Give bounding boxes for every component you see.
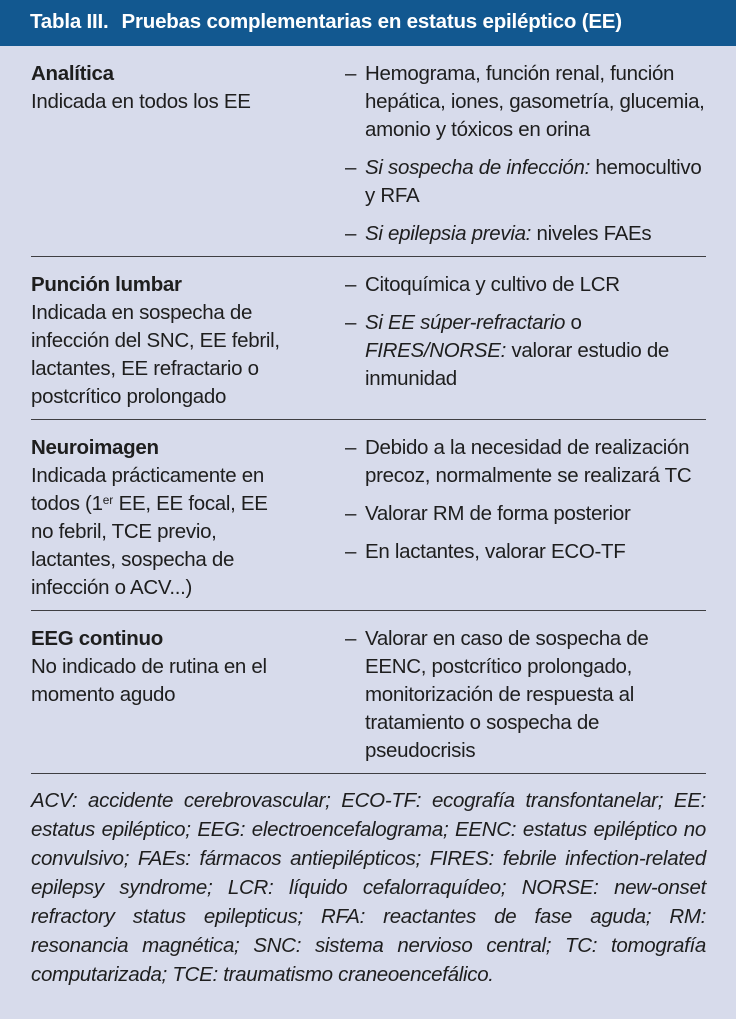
test-name: EEG continuo [31, 627, 163, 650]
list-item-text [365, 500, 706, 528]
test-indication [31, 299, 289, 411]
table-title: Pruebas complementarias en estatus epiléptico (EE) [121, 10, 622, 33]
plain-text: valorar estudio de inmunidad [365, 339, 670, 390]
plain-text: Citoquímica y cultivo de LCR [365, 273, 620, 296]
test-name: Analítica [31, 62, 114, 85]
table-row [31, 420, 706, 611]
test-indication [31, 462, 289, 602]
table-row [31, 46, 706, 257]
dash-bullet: – [345, 436, 357, 459]
plain-text: niveles FAEs [531, 222, 652, 245]
dash-bullet: – [345, 62, 357, 85]
italic-text: Si EE súper-refractario [365, 311, 566, 334]
plain-text: En lactantes, valorar ECO-TF [365, 540, 626, 563]
list-item-text [365, 154, 706, 210]
test-cell [31, 60, 345, 248]
list-item-text [365, 434, 706, 490]
plain-text: Hemograma, función renal, función hepática, iones, gasometría, glucemia, amonio y tóxicos en orina [365, 62, 705, 141]
list-item [345, 309, 706, 393]
list-item [345, 271, 706, 299]
test-cell [31, 625, 345, 765]
dash-bullet: – [345, 156, 357, 179]
plain-text: Indicada en sospecha de infección del SNC, EE febril, lactantes, EE refractario o postcrítico prolongado [31, 301, 280, 408]
dash-bullet: – [345, 502, 357, 525]
table-body [0, 46, 736, 774]
dash-bullet: – [345, 540, 357, 563]
details-cell [345, 60, 706, 248]
list-item [345, 625, 706, 765]
plain-text: EE, EE focal, EE no febril, TCE previo, lactantes, sospecha de infección o ACV...) [31, 492, 268, 599]
plain-text: hemocultivo y RFA [365, 156, 702, 207]
list-item-text [365, 220, 706, 248]
plain-text: o [565, 311, 582, 334]
test-cell [31, 434, 345, 602]
dash-bullet: – [345, 627, 357, 650]
list-item-text [365, 625, 706, 765]
test-name: Neuroimagen [31, 436, 159, 459]
details-cell [345, 434, 706, 602]
table-row [31, 257, 706, 420]
plain-text: Valorar RM de forma posterior [365, 502, 631, 525]
test-indication [31, 88, 289, 116]
list-item-text [365, 538, 706, 566]
list-item [345, 154, 706, 210]
dash-bullet: – [345, 311, 357, 334]
list-item [345, 434, 706, 490]
abbreviations-footnote: ACV: accidente cerebrovascular; ECO-TF: ecografía transfontanelar; EE: estatus epiléptico; EEG: electroencefalograma; EENC: estatus epiléptico no convulsivo; FAEs: fármacos antiepilépticos; FIRES: febrile infection-related epilepsy syndrome; LCR: líquido cefalorraquídeo; NORSE: new-onset refractory status epilepticus; RFA: reactantes de fase aguda; RM: resonancia magnética; SNC: sistema nervioso central; TC: tomografía computarizada; TCE: traumatismo craneoencefálico. [31, 789, 706, 986]
list-item [345, 538, 706, 566]
list-item [345, 220, 706, 248]
list-item-text [365, 309, 706, 393]
details-cell [345, 271, 706, 411]
italic-text: Si epilepsia previa: [365, 222, 532, 245]
table-header-bar [0, 0, 736, 46]
details-cell [345, 625, 706, 765]
list-item-text [365, 60, 706, 144]
plain-text: Indicada prácticamente en todos (1 [31, 464, 264, 515]
table-number: Tabla III. [30, 10, 109, 33]
test-name: Punción lumbar [31, 273, 182, 296]
test-indication [31, 653, 289, 709]
dash-bullet: – [345, 273, 357, 296]
list-item-text [365, 271, 706, 299]
list-item [345, 500, 706, 528]
plain-text: Debido a la necesidad de realización precoz, normalmente se realizará TC [365, 436, 692, 487]
italic-text: FIRES/NORSE: [365, 339, 507, 362]
table-row [31, 611, 706, 774]
italic-text: Si sospecha de infección: [365, 156, 590, 179]
plain-text: Valorar en caso de sospecha de EENC, postcrítico prolongado, monitorización de respuesta al tratamiento o sospecha de pseudocrisis [365, 627, 649, 762]
superscript-text: er [102, 493, 114, 508]
plain-text: Indicada en todos los EE [31, 90, 251, 113]
list-item [345, 60, 706, 144]
plain-text: No indicado de rutina en el momento agudo [31, 655, 267, 706]
dash-bullet: – [345, 222, 357, 245]
test-cell [31, 271, 345, 411]
